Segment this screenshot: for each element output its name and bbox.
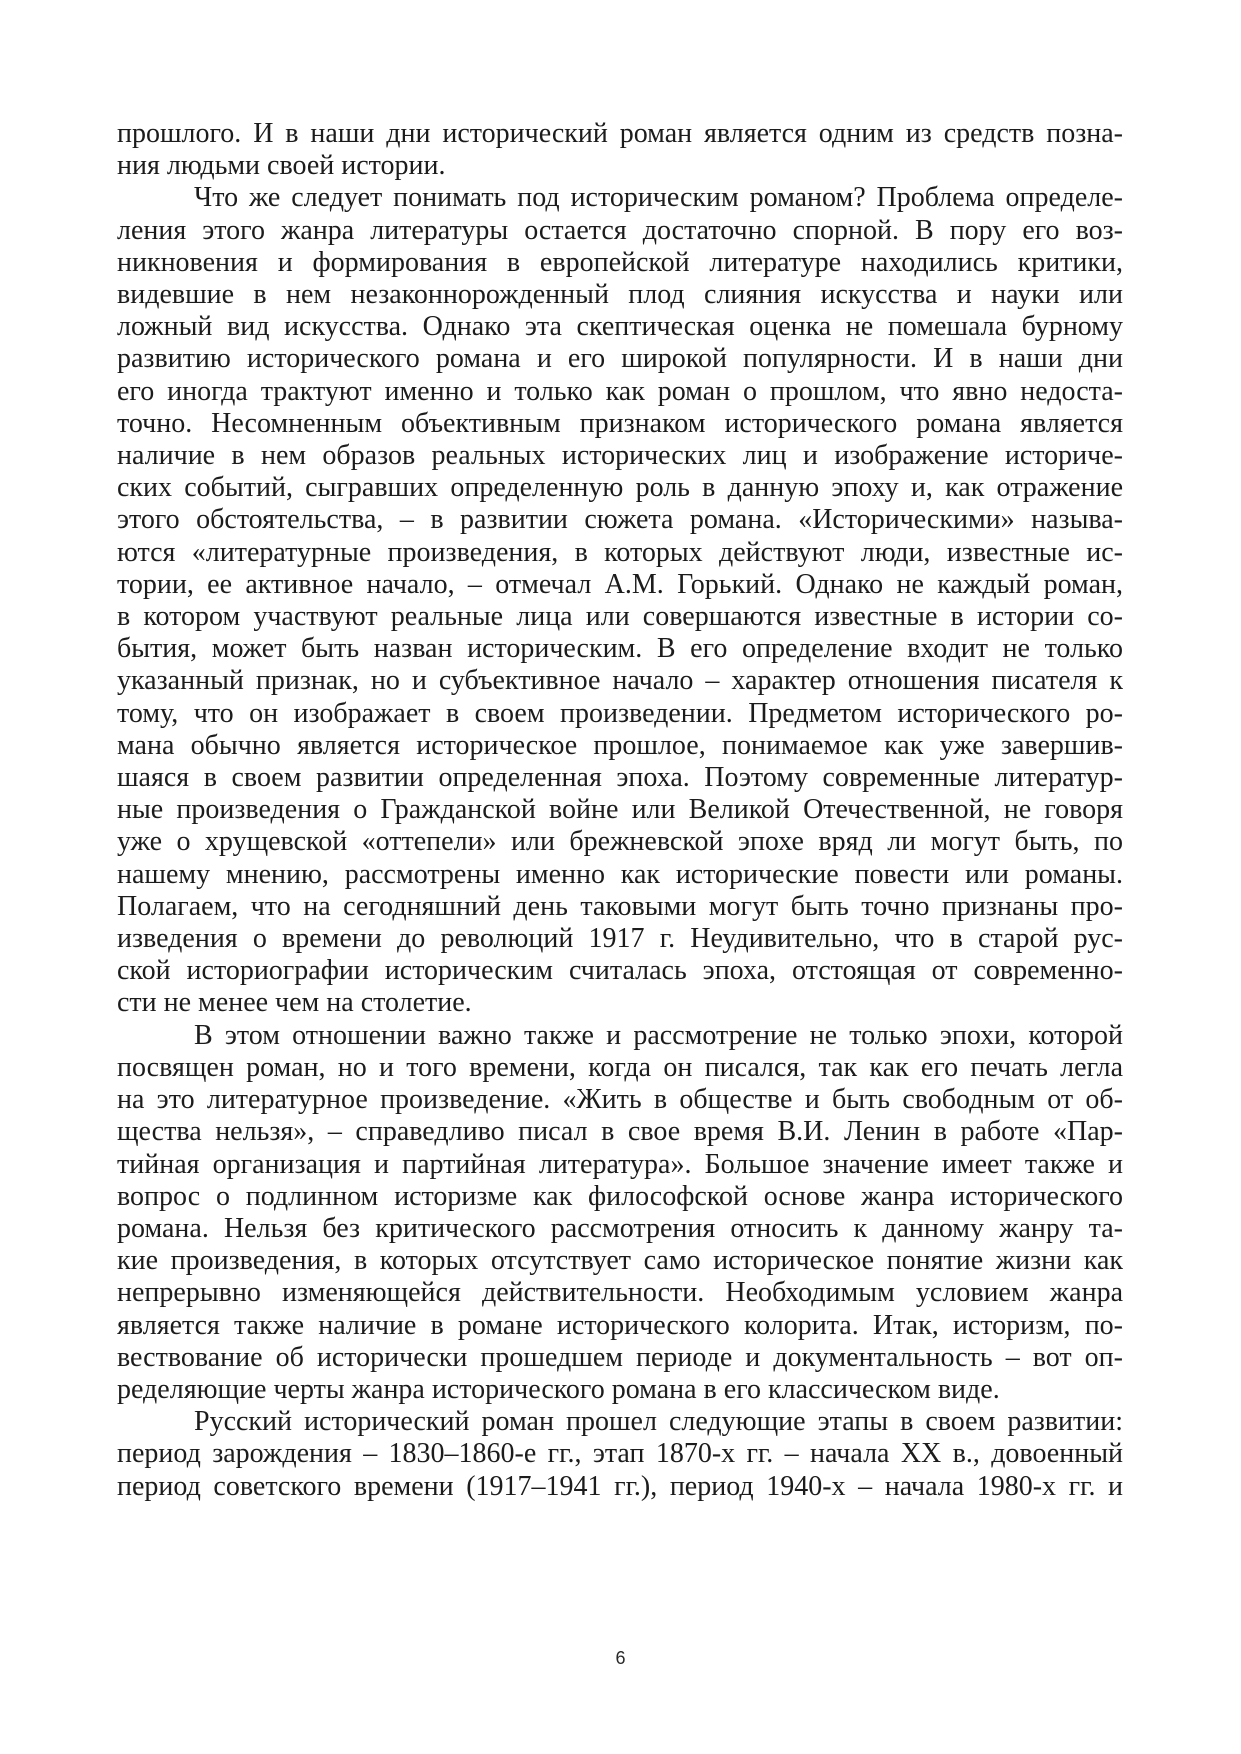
- text-line: ления этого жанра литературы остается достаточно спорной. В пору его воз-: [117, 214, 1123, 246]
- text-line: непрерывно изменяющейся действительности. Необходимым условием жанра: [117, 1277, 1123, 1309]
- text-line: период зарождения – 1830–1860-е гг., этап 1870-х гг. – начала XX в., довоенный: [117, 1438, 1123, 1470]
- body-text: [117, 118, 1123, 1503]
- text-line: романа. Нельзя без критического рассмотрения относить к данному жанру та-: [117, 1212, 1123, 1244]
- text-line: никновения и формирования в европейской литературе находились критики,: [117, 246, 1123, 278]
- text-line: в котором участвуют реальные лица или совершаются известные в истории со-: [117, 601, 1123, 633]
- text-line: этого обстоятельства, – в развитии сюжета романа. «Историческими» называ-: [117, 504, 1123, 536]
- text-line: является также наличие в романе исторического колорита. Итак, историзм, по-: [117, 1309, 1123, 1341]
- text-line: ложный вид искусства. Однако эта скептическая оценка не помешала бурному: [117, 311, 1123, 343]
- text-line: В этом отношении важно также и рассмотрение не только эпохи, которой: [194, 1019, 1123, 1051]
- text-line: прошлого. И в наши дни исторический роман является одним из средств позна-: [117, 118, 1123, 149]
- text-line: Русский исторический роман прошел следующие этапы в своем развитии:: [194, 1406, 1123, 1438]
- text-line: Полагаем, что на сегодняшний день таковыми могут быть точно признаны про-: [117, 890, 1123, 922]
- text-line: щества нельзя», – справедливо писал в свое время В.И. Ленин в работе «Пар-: [117, 1116, 1123, 1148]
- text-line: тории, ее активное начало, – отмечал А.М. Горький. Однако не каждый роман,: [117, 568, 1123, 600]
- text-line: на это литературное произведение. «Жить в обществе и быть свободным от об-: [117, 1084, 1123, 1116]
- text-line: ределяющие черты жанра исторического романа в его классическом виде.: [117, 1373, 1000, 1405]
- text-line: ные произведения о Гражданской войне или Великой Отечественной, не говоря: [117, 794, 1123, 826]
- text-line: кие произведения, в которых отсутствует само историческое понятие жизни как: [117, 1245, 1123, 1277]
- text-line: вопрос о подлинном историзме как философской основе жанра исторического: [117, 1180, 1123, 1212]
- text-line: изведения о времени до революций 1917 г. Неудивительно, что в старой рус-: [117, 923, 1123, 955]
- text-line: посвящен роман, но и того времени, когда он писался, так как его печать легла: [117, 1051, 1123, 1083]
- text-line: сти не менее чем на столетие.: [117, 987, 472, 1019]
- text-line: точно. Несомненным объективным признаком исторического романа является: [117, 407, 1123, 439]
- text-line: вествование об исторически прошедшем периоде и документальность – вот оп-: [117, 1341, 1123, 1373]
- text-line: ской историографии историческим считалась эпоха, отстоящая от современно-: [117, 955, 1123, 987]
- text-line: развитию исторического романа и его широкой популярности. И в наши дни: [117, 343, 1123, 375]
- text-line: тийная организация и партийная литература». Большое значение имеет также и: [117, 1148, 1123, 1180]
- text-line: период советского времени (1917–1941 гг.), период 1940-х – начала 1980-х гг. и: [117, 1470, 1123, 1502]
- text-line: видевшие в нем незаконнорожденный плод слияния искусства и науки или: [117, 279, 1123, 311]
- text-line: ния людьми своей истории.: [117, 150, 446, 182]
- text-line: тому, что он изображает в своем произведении. Предметом исторического ро-: [117, 697, 1123, 729]
- text-line: наличие в нем образов реальных исторических лиц и изображение историче-: [117, 440, 1123, 472]
- text-line: мана обычно является историческое прошлое, понимаемое как уже завершив-: [117, 729, 1123, 761]
- text-line: указанный признак, но и субъективное начало – характер отношения писателя к: [117, 665, 1123, 697]
- text-line: ских событий, сыгравших определенную роль в данную эпоху и, как отражение: [117, 472, 1123, 504]
- text-line: нашему мнению, рассмотрены именно как исторические повести или романы.: [117, 858, 1123, 890]
- text-line: ются «литературные произведения, в которых действуют люди, известные ис-: [117, 536, 1123, 568]
- text-line: его иногда трактуют именно и только как роман о прошлом, что явно недоста-: [117, 375, 1123, 407]
- text-line: Что же следует понимать под историческим романом? Проблема определе-: [194, 182, 1123, 214]
- text-line: уже о хрущевской «оттепели» или брежневской эпохе вряд ли могут быть, по: [117, 826, 1123, 858]
- text-line: шаяся в своем развитии определенная эпоха. Поэтому современные литератур-: [117, 762, 1123, 794]
- text-line: бытия, может быть назван историческим. В его определение входит не только: [117, 633, 1123, 665]
- page-number: 6: [615, 1648, 626, 1668]
